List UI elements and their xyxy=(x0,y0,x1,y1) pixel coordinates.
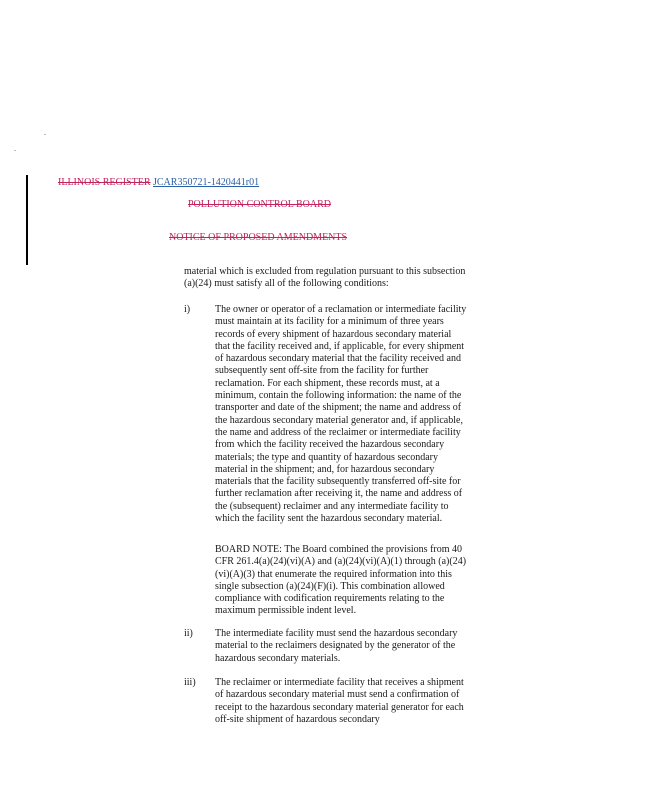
board-title: POLLUTION CONTROL BOARD xyxy=(188,199,331,210)
item-label: i) xyxy=(184,304,191,315)
struck-register-title: ILLINOIS REGISTER xyxy=(58,177,151,188)
scan-speck xyxy=(44,134,46,135)
change-bar xyxy=(26,175,28,265)
jcar-code: JCAR350721-1420441r01 xyxy=(153,177,260,188)
scan-speck xyxy=(14,150,16,151)
item-text: The reclaimer or intermediate facility that receives a shipment of hazardous secondary material must send a confirmation of receipt to the hazardous secondary material generator for each off-site shipment of hazardous secondary xyxy=(215,677,464,725)
item-label: ii) xyxy=(184,628,193,639)
item-text: The intermediate facility must send the hazardous secondary material to the reclaimers designated by the generator of the hazardous secondary materials. xyxy=(215,628,458,664)
intro-paragraph: material which is excluded from regulation pursuant to this subsection (a)(24) must satisfy all of the following conditions: xyxy=(184,266,466,290)
board-note: BOARD NOTE: The Board combined the provisions from 40 CFR 261.4(a)(24)(vi)(A) and (a)(24)(vi)(A)(1) through (a)(24)(vi)(A)(3) that enumerate the required information into this single subsection (a)(24)(F)(i). This combination allowed compliance with codification requirements relating to the maximum permissible indent level. xyxy=(215,544,467,617)
notice-title: NOTICE OF PROPOSED AMENDMENTS xyxy=(169,232,348,243)
item-text: The owner or operator of a reclamation or intermediate facility must maintain at its facility for a minimum of three years records of every shipment of hazardous secondary material that the facility received and, if applicable, for every shipment of hazardous secondary material that the facility received and subsequently sent off-site from the facility for further reclamation. For each shipment, these records must, at a minimum, contain the following information: the name of the transporter and date of the shipment; the name and address of the hazardous secondary material generator and, if applicable, the name and address of the reclaimer or intermediate facility from which the facility received the hazardous secondary materials; the type and quantity of hazardous secondary material in the shipment; and, for hazardous secondary materials that the facility subsequently transferred off-site for further reclamation after receiving it, the name and address of the (subsequent) reclaimer and any intermediate facility to which the facility sent the hazardous secondary material. xyxy=(215,304,467,525)
register-header xyxy=(58,177,259,188)
item-label: iii) xyxy=(184,677,196,688)
